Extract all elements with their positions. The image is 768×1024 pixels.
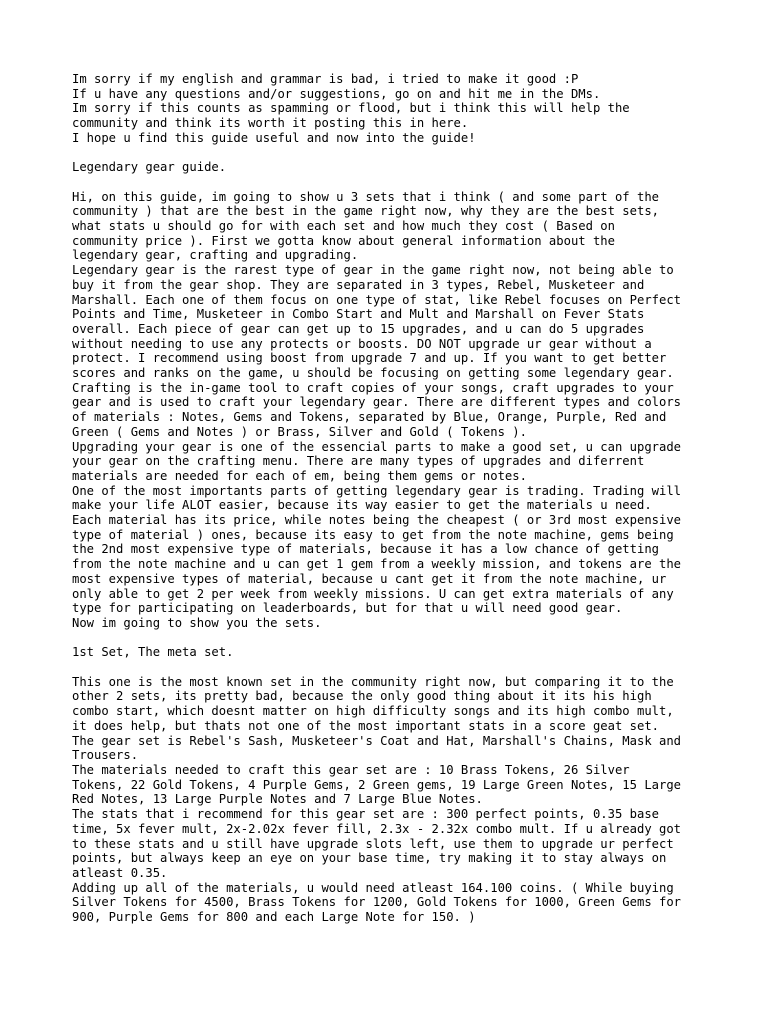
- paragraph-gap: [72, 175, 762, 190]
- intro-paragraph: Im sorry if my english and grammar is bad, i tried to make it good :P If u have any questions and/or suggestions, go on and hit me in the DMs. Im sorry if this counts as spamming or flood, but i think this will help the community and think its worth it posting this in here. I hope u find this guide useful and now into the guide!: [72, 72, 630, 145]
- meta-set-paragraph: This one is the most known set in the community right now, but comparing it to the other 2 sets, its pretty bad, because the only good thing about it its his high combo start, which doesnt matter on high difficulty songs and its high combo mult, it does help, but thats not one of the most important stats in a score geat set. The gear set is Rebel's Sash, Musketeer's Coat and Hat, Marshall's Chains, Mask and Trousers. The materials needed to craft this gear set are : 10 Brass Tokens, 26 Silver Tokens, 22 Gold Tokens, 4 Purple Gems, 2 Green gems, 19 Large Green Notes, 15 Large Red Notes, 13 Large Purple Notes and 7 Large Blue Notes. The stats that i recommend for this gear set are : 300 perfect points, 0.35 base time, 5x fever mult, 2x-2.02x fever fill, 2.3x - 2.32x combo mult. If u already got to these stats and u still have upgrade slots left, use them to upgrade ur perfect points, but always keep an eye on your base time, try making it to stay always on atleast 0.35. Adding up all of the materials, u would need atleast 164.100 coins. ( While buying Silver Tokens for 4500, Brass Tokens for 1200, Gold Tokens for 1000, Green Gems for 900, Purple Gems for 800 and each Large Note for 150. ): [72, 674, 682, 925]
- paragraph-gap: [72, 660, 762, 675]
- guide-title: Legendary gear guide.: [72, 160, 227, 175]
- document-body: [72, 72, 762, 925]
- general-info-paragraph: Hi, on this guide, im going to show u 3 sets that i think ( and some part of the community ) that are the best in the game right now, why they are the best sets, what stats u should go for with each set and how much they cost ( Based on community price ). First we gotta know about general information about the legendary gear, crafting and upgrading. Legendary gear is the rarest type of gear in the game right now, not being able to buy it from the gear shop. They are separated in 3 types, Rebel, Musketeer and Marshall. Each one of them focus on one type of stat, like Rebel focuses on Perfect Points and Time, Musketeer in Combo Start and Mult and Marshall on Fever Stats overall. Each piece of gear can get up to 15 upgrades, and u can do 5 upgrades without needing to use any protects or boosts. DO NOT upgrade ur gear without a protect. I recommend using boost from upgrade 7 and up. If you want to get better scores and ranks on the game, u should be focusing on getting some legendary gear. Crafting is the in-game tool to craft copies of your songs, craft upgrades to your gear and is used to craft your legendary gear. There are different types and colors of materials : Notes, Gems and Tokens, separated by Blue, Orange, Purple, Red and Green ( Gems and Notes ) or Brass, Silver and Gold ( Tokens ). Upgrading your gear is one of the essencial parts to make a good set, u can upgrade your gear on the crafting menu. There are many types of upgrades and diferrent materials are needed for each of em, being them gems or notes. One of the most importants parts of getting legendary gear is trading. Trading will make your life ALOT easier, because its way easier to get the materials u need. Each material has its price, while notes being the cheapest ( or 3rd most expensive type of material ) ones, because its easy to get from the note machine, gems being the 2nd most expensive type of materials, because it has a low chance of getting from the note machine and u can get 1 gem from a weekly mission, and tokens are the most expensive types of material, because u cant get it from the note machine, ur only able to get 2 per week from weekly missions. U can get extra materials of any type for participating on leaderboards, but for that u will need good gear. Now im going to show you the sets.: [72, 189, 682, 630]
- paragraph-gap: [72, 146, 762, 161]
- set-heading: 1st Set, The meta set.: [72, 645, 234, 660]
- paragraph-gap: [72, 631, 762, 646]
